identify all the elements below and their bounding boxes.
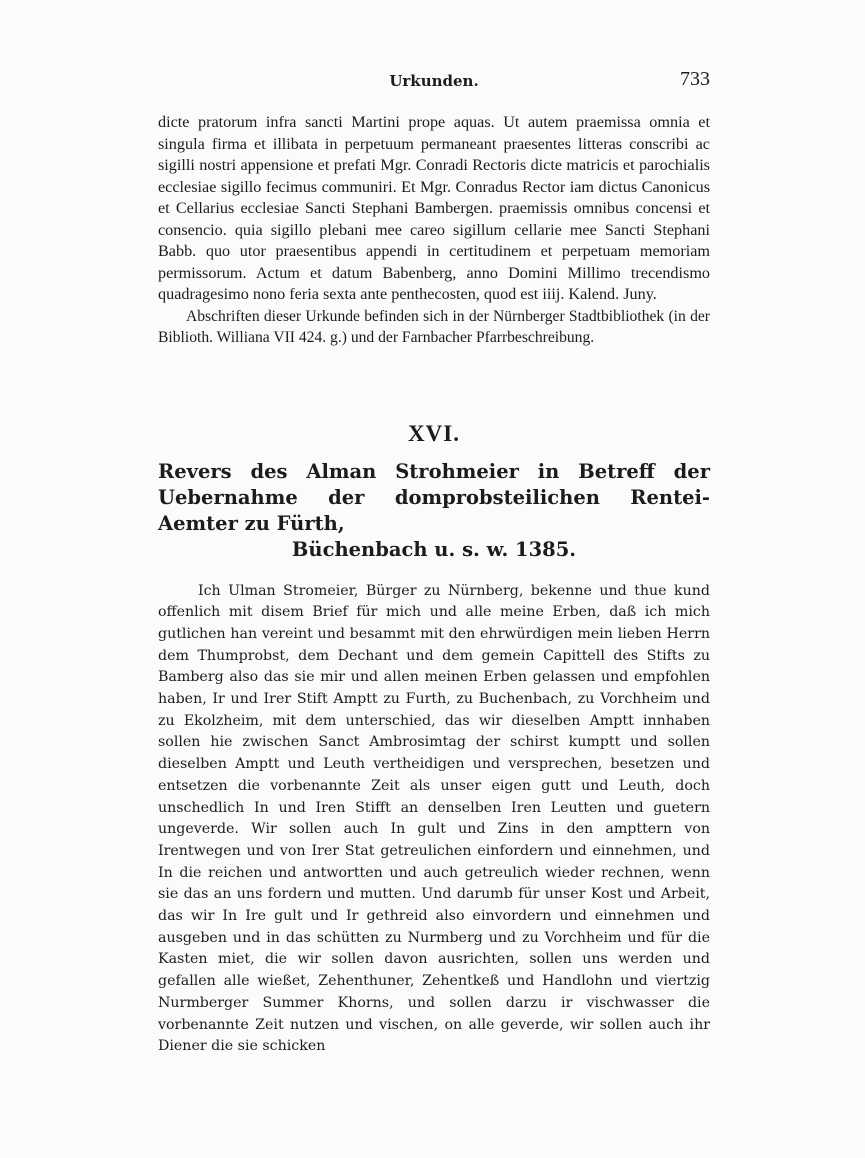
latin-charter-text: dicte pratorum infra sancti Martini prope aquas. Ut autem praemissa omnia et singula firma et illibata in perpetuum permaneant praesentes litteras conscribi ac sigilli nostri appensione et prefati Mgr. Conradi Rectoris dicte matricis et parochialis ecclesiae sigillo fecimus communiri. Et Mgr. Conradus Rector iam dictus Canonicus et Cellarius ecclesiae Sancti Stephani Bambergen. praemissis omnibus concensi et consencio. quia sigillo plebani mee careo sigillum cellarie mee Sancti Stephani Babb. quo utor praesentibus appendi in certitudinem et perpetuam memoriam permissorum. Actum et datum Babenberg, anno Domini Millimo trecendismo quadragesimo nono feria sexta ante penthecosten, quod est iiij. Kalend. Juny.	[158, 113, 710, 303]
section-numeral: XVI.	[408, 420, 460, 446]
source-note: Abschriften dieser Urkunde befinden sich in der Nürnberger Stadtbibliothek (in der Biblioth. Williana VII 424. g.) und der Farnbacher Pfarrbeschreibung.	[158, 307, 710, 346]
page-body	[158, 112, 710, 1058]
section-heading-last: Büchenbach u. s. w. 1385.	[291, 537, 577, 561]
section-heading-main: Revers des Alman Strohmeier in Betreff der Uebernahme der domprobsteilichen Rentei-Aemter zu Fürth,	[158, 459, 710, 535]
section-heading	[158, 459, 710, 563]
german-charter-text: Ich Ulman Stromeier, Bürger zu Nürnberg, bekenne und thue kund offenlich mit disem Brief für mich und alle meine Erben, daß ich mich gutlichen han vereint und besammt mit den ehrwürdigen mein lieben Herrn dem Thumprobst, dem Dechant und dem gemein Capittell des Stifts zu Bamberg also das sie mir und allen meinen Erben gelassen und empfohlen haben, Ir und Irer Stift Amptt zu Furth, zu Buchenbach, zu Vorchheim und zu Ekolzheim, mit dem unterschied, das wir dieselben Amptt innhaben sollen hie zwischen Sanct Ambrosimtag der schirst kumptt und sollen dieselben Amptt und Leuth vertheidigen und versprechen, besetzen und entsetzen die vorbenannte Zeit als unser eigen gutt und Leuth, doch unschedlich In und Iren Stifft an denselben Iren Leutten und guetern ungeverde. Wir sollen auch In gult und Zins in den ampttern von Irentwegen und von Irer Stat getreulichen einfordern und einnehmen, und In die reichen und antwortten und auch getreulich wieder rechnen, wenn sie das an uns fordern und mutten. Und darumb für unser Kost und Arbeit, das wir In Ire gult und Ir gethreid also einvordern und einnehmen und ausgeben und in das schütten zu Nurmberg und zu Vorchheim und für die Kasten miet, die wir sollen davon ausrichten, sollen uns werden und gefallen alle wießet, Zehenthuner, Zehentkeß und Handlohn und viertzig Nurmberger Summer Khorns, und sollen darzu ir vischwasser die vorbenannte Zeit nutzen und vischen, on alle geverde, wir sollen auch ihr Diener die sie schicken	[158, 582, 710, 1055]
running-title: Urkunden.	[389, 72, 479, 90]
page-number: 733	[680, 68, 710, 90]
running-head	[158, 68, 710, 96]
